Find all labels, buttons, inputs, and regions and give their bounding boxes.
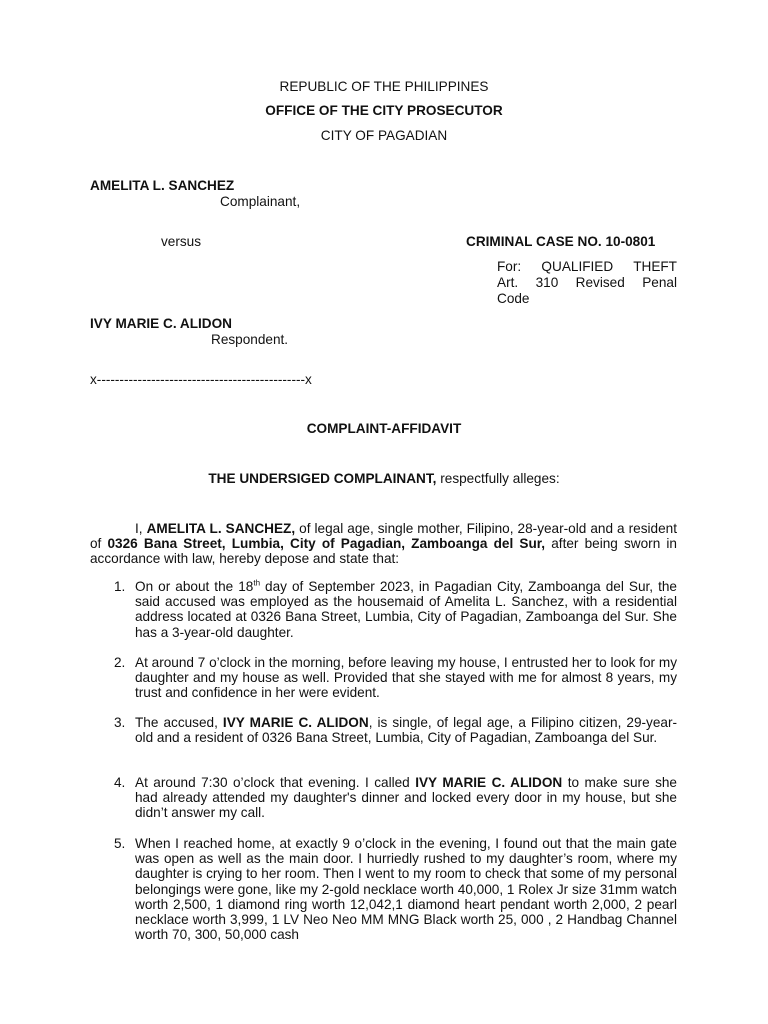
item-3-body: , is single, of legal age, a Filipino citizen, 29-year-old and a resident of 0326 Bana Street, Lumbia, City of Pagadian, Zamboanga del Sur. xyxy=(135,715,677,746)
opening-text-1: I, xyxy=(135,521,147,536)
opening-text-3: after being sworn in accordance with law, hereby depose and state that: xyxy=(90,536,677,567)
case-number: CRIMINAL CASE NO. 10-0801 xyxy=(466,234,656,249)
item-4-number: 4. xyxy=(114,775,126,790)
opening-name: AMELITA L. SANCHEZ, xyxy=(146,521,296,536)
intro-line xyxy=(0,471,768,487)
item-4-body: to make sure she had already attended my daughter's dinner and locked every door in my house, but she didn’t answer my call. xyxy=(135,775,677,821)
item-4-bold: IVY MARIE C. ALIDON xyxy=(415,775,563,790)
item-5-text xyxy=(135,836,677,942)
opening-text-2: of legal age, single mother, Filipino, 28-year-old and a resident of xyxy=(90,521,677,552)
document-title: COMPLAINT-AFFIDAVIT xyxy=(306,421,462,436)
item-5-body: When I reached home, at exactly 9 o’clock in the evening, I found out that the main gate was open as well as the main door. I hurriedly rushed to my daughter’s room, where my daughter is crying to her room. Then I went to my room to check that some of my personal belongings were gone, like my 2-gold necklace worth 40,000, 1 Rolex Jr size 31mm watch worth 2,500, 1 diamond ring worth 12,042,1 diamond heart pendant worth 2,000, 2 pearl necklace worth 3,999, 1 LV Neo Neo MM MNG Black worth 25, 000 , 2 Handbag Channel worth 70, 300, 50,000 cash xyxy=(135,836,677,943)
city-heading: CITY OF PAGADIAN xyxy=(320,128,448,143)
intro-bold: THE UNDERSIGED COMPLAINANT, xyxy=(208,471,437,486)
item-1-text xyxy=(135,579,677,640)
respondent-role: Respondent. xyxy=(211,332,289,347)
intro-rest: respectfully alleges: xyxy=(436,471,560,486)
item-3-pre: The accused, xyxy=(135,715,223,730)
item-1-body: day of September 2023, in Pagadian City, Zamboanga del Sur, the said accused was employed as the housemaid of Amelita L. Sanchez, with a residential address located at 0326 Bana Street, Lumbia, City of Pagadian, Zamboanga del Sur. She has a 3-year-old daughter. xyxy=(135,579,677,640)
respondent-name: IVY MARIE C. ALIDON xyxy=(90,316,232,331)
charge-line-1: For: QUALIFIED THEFT xyxy=(497,259,677,274)
item-3-number: 3. xyxy=(114,715,126,730)
opening-address: 0326 Bana Street, Lumbia, City of Pagadian, Zamboanga del Sur, xyxy=(107,536,546,552)
charge-line-2: Art. 310 Revised Penal xyxy=(497,275,677,290)
item-3-bold: IVY MARIE C. ALIDON xyxy=(222,715,369,730)
item-1-number: 1. xyxy=(114,579,126,594)
item-5-number: 5. xyxy=(114,836,126,851)
item-1-pre: On or about the 18 xyxy=(135,579,254,594)
complainant-role: Complainant, xyxy=(220,194,301,209)
item-3-text xyxy=(135,715,677,745)
complainant-name: AMELITA L. SANCHEZ xyxy=(90,178,235,193)
office-heading: OFFICE OF THE CITY PROSECUTOR xyxy=(265,103,503,118)
versus-label: versus xyxy=(161,234,202,249)
item-4-pre: At around 7:30 o’clock that evening. I called xyxy=(135,775,416,790)
item-2-body: At around 7 o’clock in the morning, before leaving my house, I entrusted her to look for my daughter and my house as well. Provided that she stayed with me for almost 8 years, my trust and confidence in her were evident. xyxy=(135,655,677,701)
charge-line-3: Code xyxy=(497,291,530,306)
opening-paragraph xyxy=(90,521,677,567)
republic-heading: REPUBLIC OF THE PHILIPPINES xyxy=(279,79,489,94)
item-2-number: 2. xyxy=(114,655,126,670)
item-2-text xyxy=(135,655,677,701)
separator-line: x----------------------------------------------x xyxy=(90,372,312,387)
item-1-sup: th xyxy=(253,578,261,588)
item-4-text xyxy=(135,775,677,821)
